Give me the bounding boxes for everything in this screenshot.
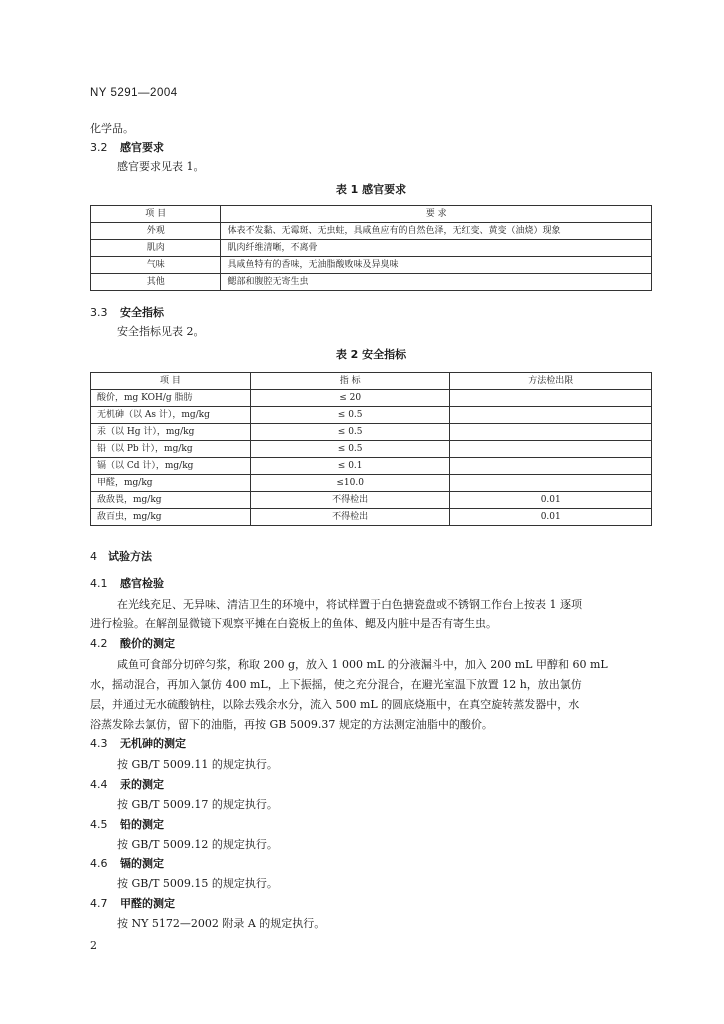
table-cell: 敌百虫，mg/kg: [91, 509, 251, 526]
table-row: [91, 441, 652, 458]
section-4-3-number: 4.3: [90, 737, 108, 750]
section-4-4-text: 按 GB/T 5009.17 的规定执行。: [117, 798, 278, 811]
section-4-title: 试验方法: [108, 550, 152, 563]
section-4-4-number: 4.4: [90, 778, 108, 791]
section-4-7-text: 按 NY 5172—2002 附录 A 的规定执行。: [117, 917, 326, 930]
table-cell: [450, 407, 652, 424]
table-cell: ≤ 0.5: [250, 424, 450, 441]
section-4-4-title: 汞的测定: [120, 778, 164, 791]
table-cell: 肌肉纤维清晰，不离骨: [221, 240, 652, 257]
section-4-3-title: 无机砷的测定: [120, 737, 186, 750]
table-cell: [450, 475, 652, 492]
table-cell: 不得检出: [250, 492, 450, 509]
section-4-6-number: 4.6: [90, 857, 108, 870]
table-cell: 0.01: [450, 509, 652, 526]
table-cell: ≤ 0.5: [250, 407, 450, 424]
table-cell: 鳃部和腹腔无寄生虫: [221, 274, 652, 291]
table-cell: ≤ 0.1: [250, 458, 450, 475]
section-4-5-number: 4.5: [90, 818, 108, 831]
table-header-cell: 要 求: [221, 206, 652, 223]
section-3-2-number: 3.2: [90, 141, 108, 154]
table-cell: 具咸鱼特有的香味，无油脂酸败味及异臭味: [221, 257, 652, 274]
page-number: 2: [90, 939, 97, 952]
section-4-2-number: 4.2: [90, 637, 108, 650]
table-cell: 汞（以 Hg 计），mg/kg: [91, 424, 251, 441]
table-cell: 肌肉: [91, 240, 221, 257]
section-3-3-text: 安全指标见表 2。: [117, 325, 205, 338]
section-4-2-title: 酸价的测定: [120, 637, 175, 650]
section-4-6-text: 按 GB/T 5009.15 的规定执行。: [117, 877, 278, 890]
table-cell: 敌敌畏，mg/kg: [91, 492, 251, 509]
table-1-caption: 表 1 感官要求: [335, 183, 407, 196]
table-row: [91, 390, 652, 407]
section-4-5-text: 按 GB/T 5009.12 的规定执行。: [117, 838, 278, 851]
table-cell: 酸价，mg KOH/g 脂肪: [91, 390, 251, 407]
table-row: [91, 424, 652, 441]
table-cell: [450, 458, 652, 475]
table-cell: ≤10.0: [250, 475, 450, 492]
continuation-text: 化学品。: [90, 122, 134, 135]
table-2-safety: [90, 372, 652, 526]
table-1-sensory: [90, 205, 652, 291]
table-cell: ≤ 0.5: [250, 441, 450, 458]
table-cell: 镉（以 Cd 计），mg/kg: [91, 458, 251, 475]
section-4-1-paragraph-line: 进行检验。在解剖显微镜下观察平摊在白瓷板上的鱼体、鳃及内脏中是否有寄生虫。: [90, 617, 497, 630]
table-row: [91, 407, 652, 424]
table-cell: 无机砷（以 As 计），mg/kg: [91, 407, 251, 424]
table-cell: 不得检出: [250, 509, 450, 526]
section-4-1-paragraph-line: 在光线充足、无异味、清洁卫生的环境中，将试样置于白色搪瓷盘或不锈钢工作台上按表 1 逐项: [117, 598, 582, 611]
table-cell: 气味: [91, 257, 221, 274]
section-3-3-title: 安全指标: [120, 306, 164, 319]
section-4-1-title: 感官检验: [120, 577, 164, 590]
section-4-7-number: 4.7: [90, 897, 108, 910]
section-4-6-title: 镉的测定: [120, 857, 164, 870]
table-header-cell: 项 目: [91, 373, 251, 390]
document-code: NY 5291—2004: [90, 87, 178, 99]
section-3-2-title: 感官要求: [120, 141, 164, 154]
table-cell: 0.01: [450, 492, 652, 509]
table-2-caption: 表 2 安全指标: [335, 348, 407, 361]
table-header-cell: 项 目: [91, 206, 221, 223]
table-row: [91, 257, 652, 274]
table-cell: ≤ 20: [250, 390, 450, 407]
table-row: [91, 492, 652, 509]
table-cell: 体表不发黏、无霉斑、无虫蛀，具咸鱼应有的自然色泽，无红变、黄变（油烧）现象: [221, 223, 652, 240]
table-header-cell: 指 标: [250, 373, 450, 390]
section-4-7-title: 甲醛的测定: [120, 897, 175, 910]
table-cell: 外观: [91, 223, 221, 240]
table-header-row: [91, 373, 652, 390]
table-header-row: [91, 206, 652, 223]
table-row: [91, 458, 652, 475]
table-cell: [450, 441, 652, 458]
table-row: [91, 509, 652, 526]
table-row: [91, 223, 652, 240]
table-cell: 甲醛，mg/kg: [91, 475, 251, 492]
section-4-2-paragraph-line: 层，并通过无水硫酸钠柱，以除去残余水分，流入 500 mL 的圆底烧瓶中，在真空旋转蒸发器中，水: [90, 698, 580, 711]
section-4-2-paragraph-line: 浴蒸发除去氯仿，留下的油脂，再按 GB 5009.37 规定的方法测定油脂中的酸价。: [90, 718, 493, 731]
table-row: [91, 475, 652, 492]
section-4-number: 4: [90, 550, 97, 563]
table-cell: 铅（以 Pb 计），mg/kg: [91, 441, 251, 458]
section-4-3-text: 按 GB/T 5009.11 的规定执行。: [117, 758, 278, 771]
section-3-3-number: 3.3: [90, 306, 108, 319]
table-row: [91, 274, 652, 291]
table-cell: [450, 390, 652, 407]
section-3-2-text: 感官要求见表 1。: [117, 160, 205, 173]
section-4-2-paragraph-line: 水，摇动混合，再加入氯仿 400 mL，上下振摇，使之充分混合，在避光室温下放置 12 h，放出氯仿: [90, 678, 582, 691]
table-row: [91, 240, 652, 257]
section-4-1-number: 4.1: [90, 577, 108, 590]
table-header-cell: 方法检出限: [450, 373, 652, 390]
section-4-5-title: 铅的测定: [120, 818, 164, 831]
section-4-2-paragraph-line: 咸鱼可食部分切碎匀浆，称取 200 g，放入 1 000 mL 的分液漏斗中，加入 200 mL 甲醇和 60 mL: [117, 658, 608, 671]
table-cell: 其他: [91, 274, 221, 291]
table-cell: [450, 424, 652, 441]
